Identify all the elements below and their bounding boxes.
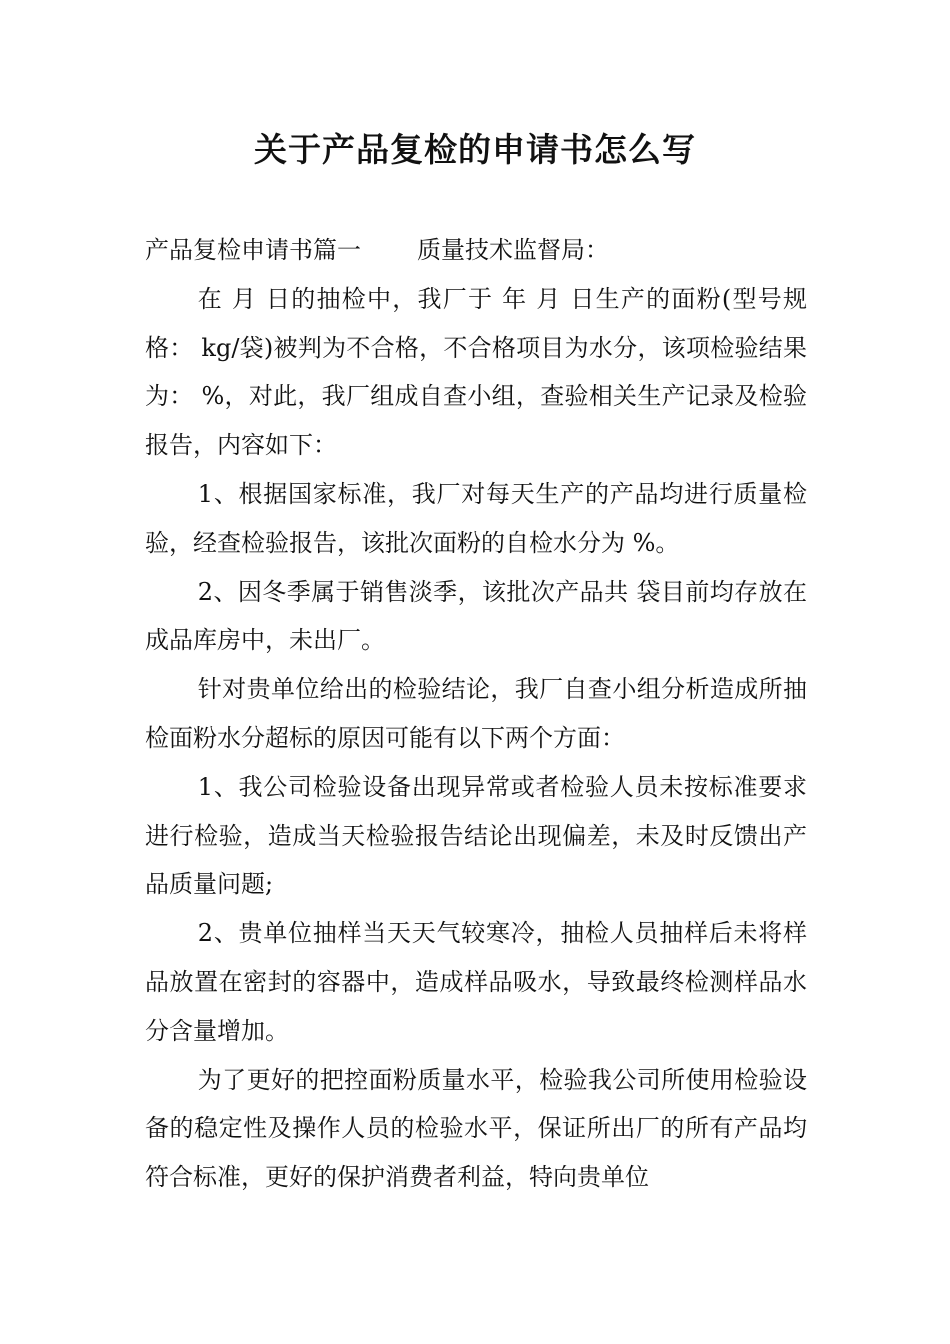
paragraph-analysis-intro: 针对贵单位给出的检验结论，我厂自查小组分析造成所抽检面粉水分超标的原因可能有以下两个方面： [145, 675, 807, 752]
paragraph-request: 为了更好的把控面粉质量水平，检验我公司所使用检验设备的稳定性及操作人员的检验水平，保证所出厂的所有产品均符合标准，更好的保护消费者利益，特向贵单位 [145, 1065, 807, 1192]
paragraph-cause-1: 1、我公司检验设备出现异常或者检验人员未按标准要求进行检验，造成当天检验报告结论出现偏差，未及时反馈出产品质量问题; [145, 772, 807, 899]
paragraph-cause-2: 2、贵单位抽样当天天气较寒冷，抽检人员抽样后未将样品放置在密封的容器中，造成样品吸水，导致最终检测样品水分含量增加。 [145, 919, 807, 1045]
document-title: 关于产品复检的申请书怎么写 [254, 130, 696, 169]
opening-heading: 产品复检申请书篇一 [145, 236, 361, 264]
paragraph-finding-2: 2、因冬季属于销售淡季，该批次产品共 袋目前均存放在成品库房中，未出厂。 [145, 577, 807, 655]
recipient: 质量技术监督局： [417, 236, 609, 264]
paragraph-inspection: 在 月 日的抽检中，我厂于 年 月 日生产的面粉(型号规格： kg/袋)被判为不合格，不合格项目为水分，该项检验结果为： %，对此，我厂组成自查小组，查验相关生产记录及检验报告，内容如下： [145, 284, 807, 460]
paragraph-finding-1: 1、根据国家标准，我厂对每天生产的产品均进行质量检验，经查检验报告，该批次面粉的自检水分为 %。 [145, 479, 807, 557]
document-body [145, 226, 807, 1202]
opening-line [145, 226, 807, 275]
